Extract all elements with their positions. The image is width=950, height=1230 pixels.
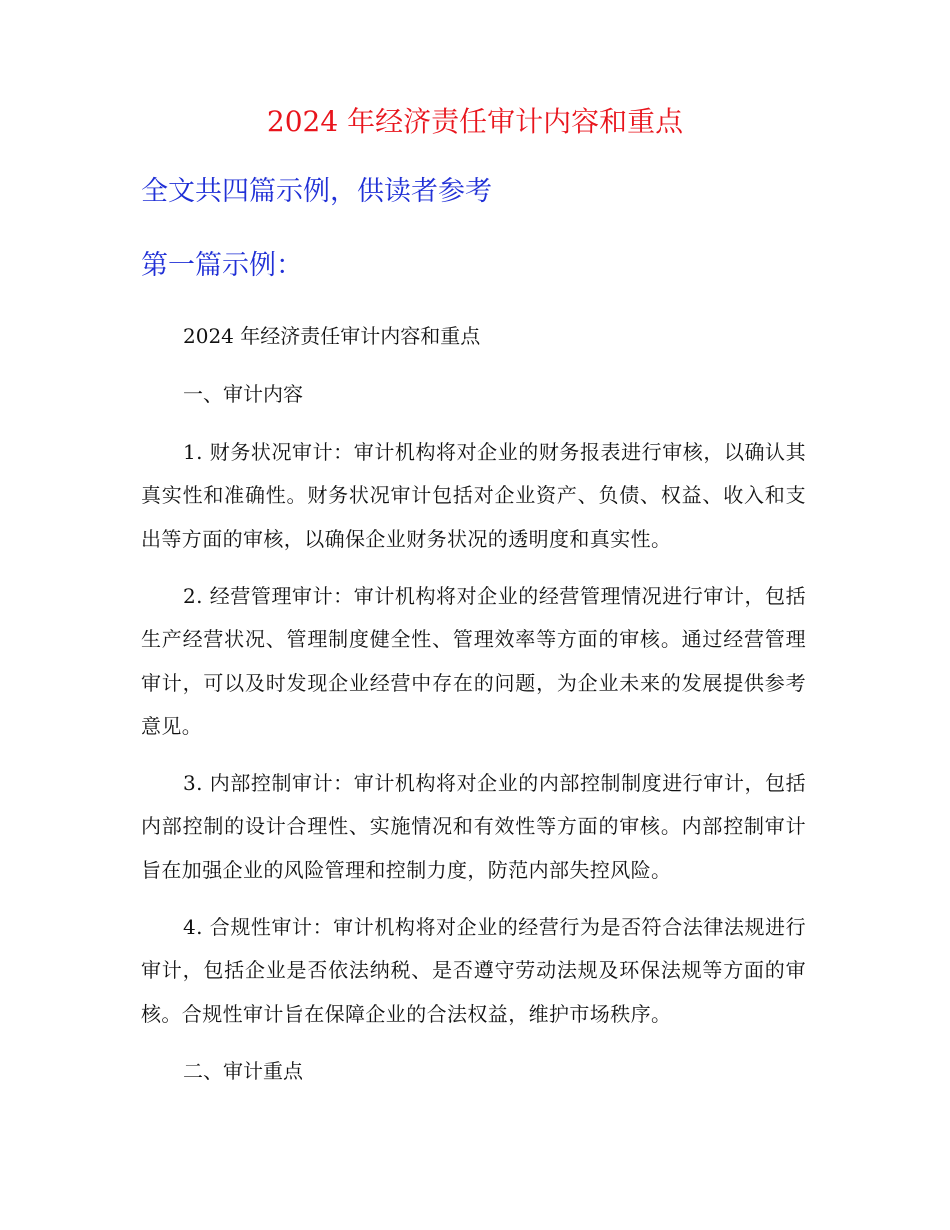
paragraph-compliance-audit: 4. 合规性审计：审计机构将对企业的经营行为是否符合法律法规进行审计，包括企业是否依法纳税、是否遵守劳动法规及环保法规等方面的审核。合规性审计旨在保障企业的合法权益，维护市场秩序。 (141, 915, 806, 1026)
paragraph-financial-audit: 1. 财务状况审计：审计机构将对企业的财务报表进行审核，以确认其真实性和准确性。财务状况审计包括对企业资产、负债、权益、收入和支出等方面的审核，以确保企业财务状况的透明度和真实性。 (141, 440, 806, 551)
intro-line: 全文共四篇示例，供读者参考 (141, 176, 492, 207)
example-label: 第一篇示例： (141, 250, 303, 281)
document-title: 2024 年经济责任审计内容和重点 (266, 105, 684, 138)
section-heading-audit-content: 一、审计内容 (183, 382, 303, 406)
section-heading-audit-focus: 二、审计重点 (183, 1059, 303, 1083)
paragraph-operations-audit: 2. 经营管理审计：审计机构将对企业的经营管理情况进行审计，包括生产经营状况、管理制度健全性、管理效率等方面的审核。通过经营管理审计，可以及时发现企业经营中存在的问题，为企业未来的发展提供参考意见。 (141, 584, 806, 738)
example-doc-title: 2024 年经济责任审计内容和重点 (183, 324, 481, 348)
paragraph-internal-control-audit: 3. 内部控制审计：审计机构将对企业的内部控制制度进行审计，包括内部控制的设计合理性、实施情况和有效性等方面的审核。内部控制审计旨在加强企业的风险管理和控制力度，防范内部失控风险。 (141, 771, 806, 882)
